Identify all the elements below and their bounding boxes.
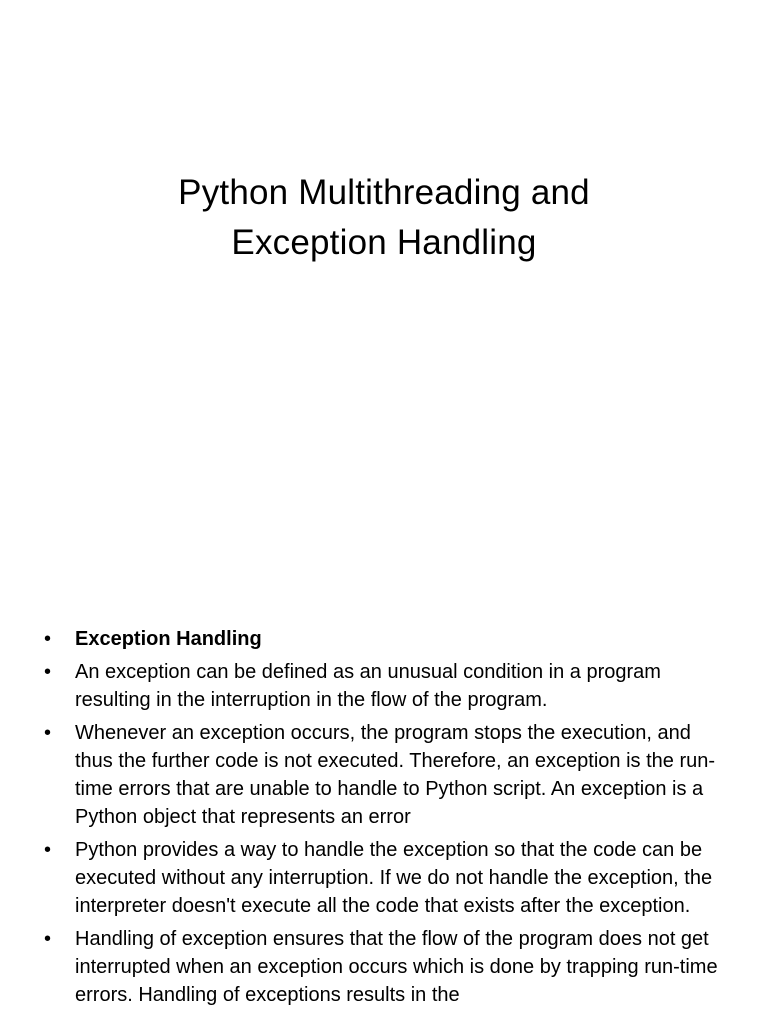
bullet-list bbox=[44, 625, 734, 1014]
bullet-item-definition bbox=[44, 658, 734, 714]
bullet-dot: • bbox=[44, 928, 52, 950]
bullet-text-heading: Exception Handling bbox=[75, 628, 262, 650]
bullet-dot: • bbox=[44, 661, 52, 683]
slide-title-line-1: Python Multithreading and bbox=[178, 173, 590, 212]
bullet-item-heading bbox=[44, 625, 734, 653]
slide-title-line-2: Exception Handling bbox=[231, 223, 537, 262]
bullet-item-handling-way bbox=[44, 836, 734, 920]
slide-title bbox=[0, 168, 768, 268]
bullet-item-flow bbox=[44, 925, 734, 1009]
bullet-text-handling-way: Python provides a way to handle the exception so that the code can be executed without any interruption. If we do not handle the exception, the interpreter doesn't execute all the code that exists after the exception. bbox=[75, 839, 713, 917]
bullet-text-definition: An exception can be defined as an unusual condition in a program resulting in the interruption in the flow of the program. bbox=[75, 661, 661, 711]
bullet-text-flow: Handling of exception ensures that the flow of the program does not get interrupted when an exception occurs which is done by trapping run-time errors. Handling of exceptions results in the bbox=[75, 928, 718, 1006]
bullet-dot: • bbox=[44, 628, 52, 650]
bullet-text-occurrence: Whenever an exception occurs, the program stops the execution, and thus the further code is not executed. Therefore, an exception is the run-time errors that are unable to handle to Python script. An exception is a Python object that represents an error bbox=[75, 722, 716, 828]
bullet-item-occurrence bbox=[44, 719, 734, 831]
bullet-dot: • bbox=[44, 722, 52, 744]
bullet-dot: • bbox=[44, 839, 52, 861]
